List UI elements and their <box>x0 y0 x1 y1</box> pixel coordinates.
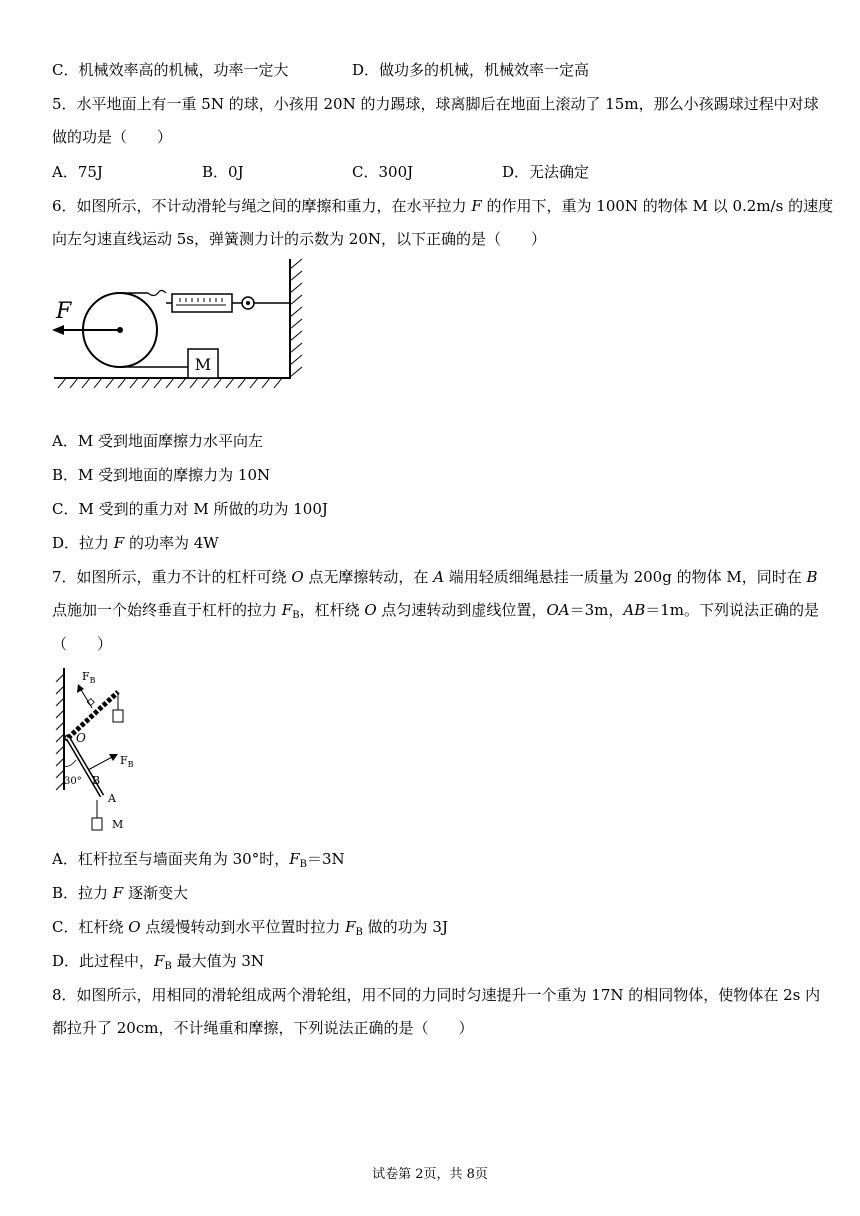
q7-weight-m <box>92 818 102 830</box>
q6-hook <box>148 291 166 296</box>
q5-stem-line2: 做的功是（ ） <box>52 128 173 146</box>
q7-stem-line1: 7．如图所示，重力不计的杠杆可绕 O 点无摩擦转动，在 A 端用轻质细绳悬挂一质量为 200g 的物体 M，同时在 B <box>52 568 818 586</box>
q6-ground-hatch <box>58 378 282 388</box>
q7-angle-label: 30° <box>64 776 82 787</box>
q5-option-c: C．300J <box>352 163 414 181</box>
q7-mid-fb-label: $F_B$ <box>120 754 134 769</box>
q7-wall-hatch <box>56 674 64 790</box>
q7-dashed-weight <box>113 710 123 722</box>
q6-option-b: B．M 受到地面的摩擦力为 10N <box>52 466 271 484</box>
q5-option-a: A．75J <box>52 163 103 181</box>
q6-force-arrowhead <box>52 325 64 335</box>
page-footer: 试卷第 2页，共 8页 <box>372 1167 488 1182</box>
q8-stem-line2: 都拉升了 20cm，不计绳重和摩擦，下列说法正确的是（ ） <box>52 1019 474 1037</box>
q7-label-b: B <box>92 774 101 787</box>
q6-block-label: M <box>194 355 212 374</box>
q7-label-o: O <box>76 731 86 745</box>
q7-mid-force-arrow <box>88 756 114 770</box>
q7-stem-line2: 点施加一个始终垂直于杠杆的拉力 $F_B$，杠杆绕 O 点匀速转动到虚线位置，OA＝3m，AB＝1m。下列说法正确的是 <box>52 601 819 621</box>
q6-spring-scale <box>172 294 232 312</box>
q8-stem-line1: 8．如图所示，用相同的滑轮组成两个滑轮组，用不同的力同时匀速提升一个重为 17N 的相同物体，使物体在 2s 内 <box>52 986 821 1004</box>
q7-figure-lever <box>50 660 150 838</box>
q4-option-d: D．做功多的机械，机械效率一定高 <box>352 61 590 79</box>
q6-wall-hatch <box>290 259 302 377</box>
q5-option-d: D．无法确定 <box>502 163 590 181</box>
q7-stem-line3: （ ） <box>52 635 113 653</box>
q7-option-c: C．杠杆绕 O 点缓慢转动到水平位置时拉力 $F_B$ 做的功为 3J <box>52 918 448 938</box>
q7-option-d: D．此过程中，$F_B$ 最大值为 3N <box>52 952 265 972</box>
q7-option-a: A．杠杆拉至与墙面夹角为 30°时，$F_B=3N$ <box>52 850 345 870</box>
q5-option-b: B．0J <box>202 163 244 181</box>
q5-stem-line1: 5．水平地面上有一重 5N 的球，小孩用 20N 的力踢球，球离脚后在地面上滚动了 15m，那么小孩踢球过程中对球 <box>52 95 819 113</box>
q7-option-b: B．拉力 F 逐渐变大 <box>52 884 188 902</box>
q6-stem-line2: 向左匀速直线运动 5s，弹簧测力计的示数为 20N，以下正确的是（ ） <box>52 230 546 248</box>
q6-option-a: A．M 受到地面摩擦力水平向左 <box>52 432 263 450</box>
q6-option-c: C．M 受到的重力对 M 所做的功为 100J <box>52 500 328 518</box>
q6-stem-line1: 6．如图所示，不计动滑轮与绳之间的摩擦和重力，在水平拉力 F 的作用下，重为 100N 的物体 M 以 0.2m/s 的速度 <box>52 197 834 215</box>
q6-force-label: F <box>56 299 72 324</box>
q7-top-fb-label: $F_B$ <box>82 670 96 685</box>
q6-option-d: D．拉力 F 的功率为 4W <box>52 534 219 552</box>
q4-option-c: C．机械效率高的机械，功率一定大 <box>52 61 289 79</box>
q6-figure-pulley <box>40 254 310 394</box>
q7-label-a: A <box>108 792 116 805</box>
q7-label-m: M <box>112 818 124 831</box>
